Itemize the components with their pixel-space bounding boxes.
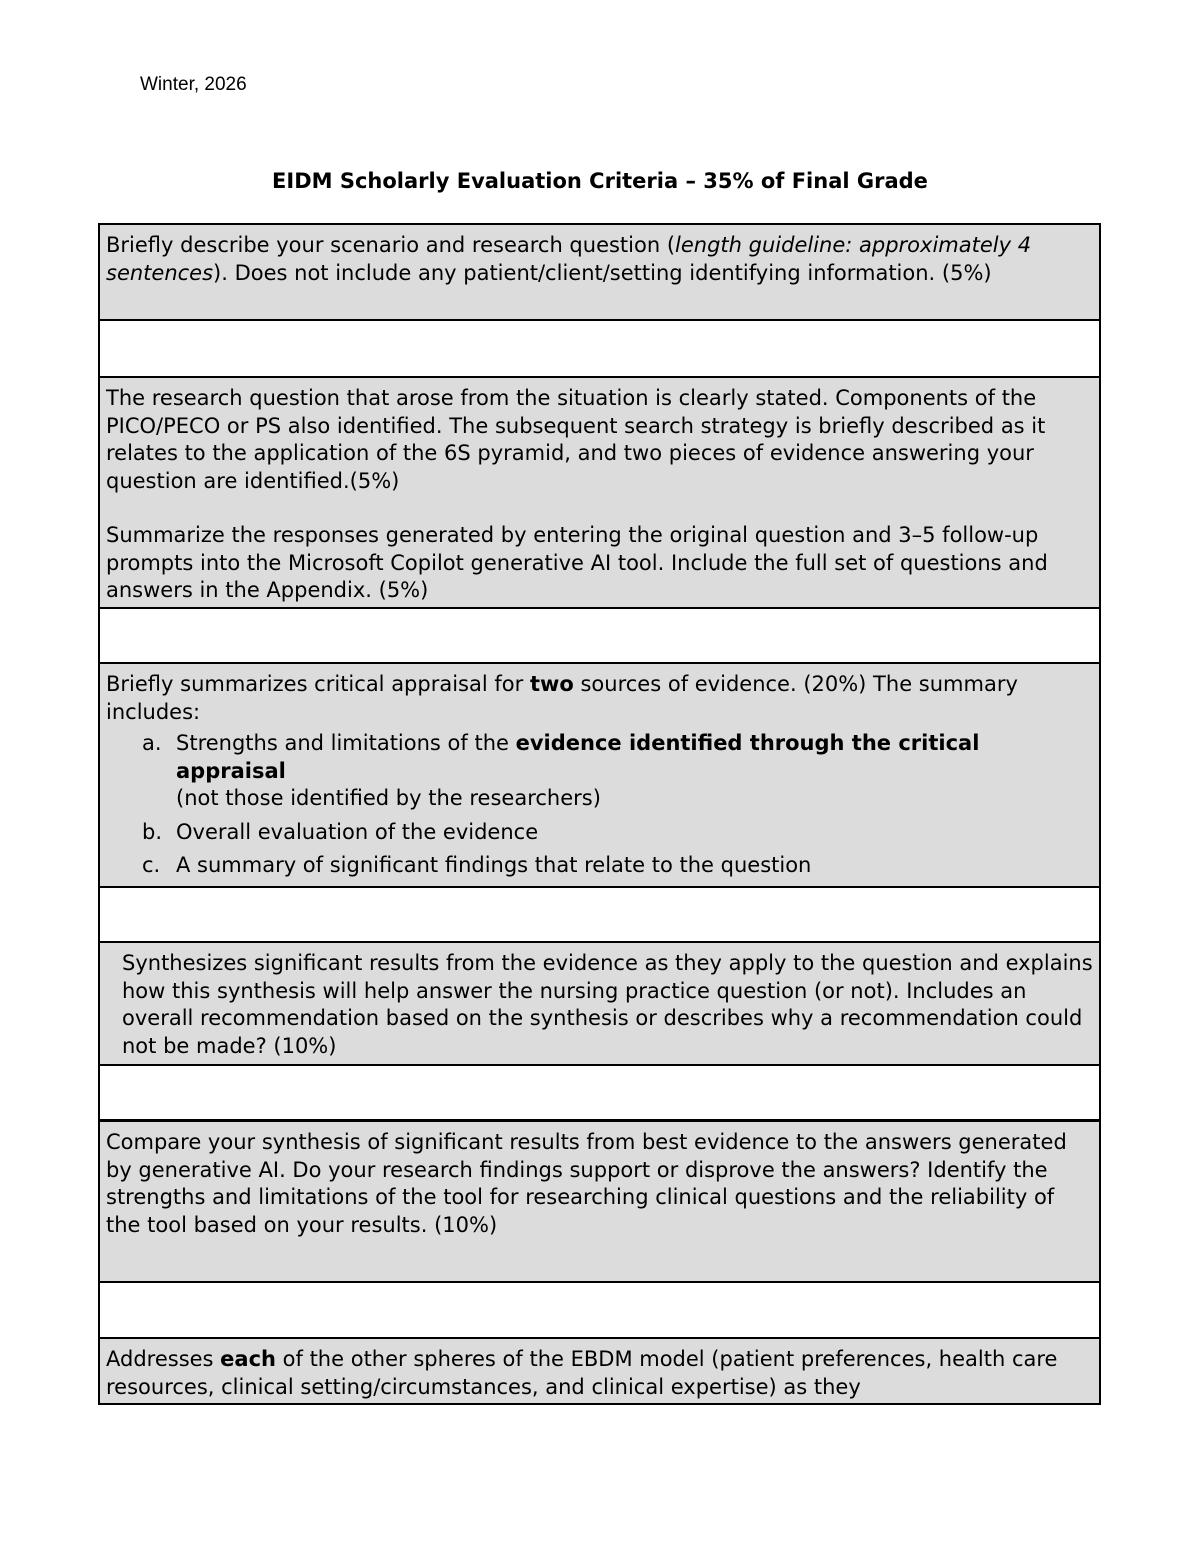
criteria-table (98, 223, 1101, 1405)
list-item-text: Strengths and limitations of the (176, 731, 516, 755)
criterion-paragraph: Summarize the responses generated by entering the original question and 3–5 follow-up prompts into the Microsoft Copilot generative AI tool. Include the full set of questions and answers in the Appendix. (5%) (106, 523, 1048, 602)
response-field-ai-comparison[interactable] (100, 1283, 1099, 1339)
criterion-text-part: Briefly summarizes critical appraisal for (106, 672, 530, 696)
response-field-scenario[interactable] (100, 321, 1099, 378)
length-guideline: length guideline: approximately 4 sentences (106, 233, 1032, 285)
criterion-text-part: ). Does not include any patient/client/setting identifying information. (5%) (213, 260, 992, 285)
emphasis-each: each (220, 1347, 276, 1371)
header-date: Winter, 2026 (140, 74, 247, 95)
criterion-research-question (100, 378, 1099, 609)
list-item-emphasis: evidence identified through the critical appraisal (176, 731, 980, 783)
list-item-text: Overall evaluation of the evidence (176, 819, 539, 844)
criterion-synthesis (100, 943, 1099, 1066)
criterion-text (100, 378, 1099, 605)
criterion-text (100, 1339, 1099, 1401)
criterion-text: Synthesizes significant results from the evidence as they apply to the question and explains how this synthesis will help answer the nursing practice question (or not). Includes an overall recommendation based on the synthesis or describes why a recommendation could not be made? (10%) (122, 951, 1093, 1058)
list-item (106, 730, 1093, 813)
criterion-scenario (100, 225, 1099, 321)
criterion-text (100, 664, 1099, 880)
response-field-synthesis[interactable] (100, 1066, 1099, 1122)
criterion-ai-comparison (100, 1122, 1099, 1283)
list-item (106, 819, 1093, 847)
criterion-text-part: of the other spheres of the EBDM model (patient preferences, health care resources, clinical setting/circumstances, and clinical expertise) as they (106, 1347, 1058, 1399)
document-title: EIDM Scholarly Evaluation Criteria – 35% of Final Grade (272, 169, 928, 193)
list-marker: c. (142, 853, 161, 877)
emphasis-two: two (529, 672, 574, 696)
criterion-critical-appraisal (100, 664, 1099, 888)
criterion-ebdm-spheres (100, 1339, 1099, 1405)
criterion-text-part: sources of evidence. (20%) The summary includes: (106, 672, 1018, 724)
response-field-research-question[interactable] (100, 609, 1099, 664)
criterion-text: Compare your synthesis of significant results from best evidence to the answers generated by generative AI. Do your research findings support or disprove the answers? Identify the strengths and limitations of the tool for researching clinical questions and the reliability of the tool based on your results. (10%) (106, 1130, 1067, 1237)
response-field-critical-appraisal[interactable] (100, 888, 1099, 943)
criterion-text-part: Addresses (106, 1347, 221, 1371)
criterion-paragraph: The research question that arose from the situation is clearly stated. Components of the PICO/PECO or PS also identified. The subsequent search strategy is briefly described as it relates to the application of the 6S pyramid, and two pieces of evidence answering your question are identified.(5%) (106, 386, 1046, 493)
criterion-text-part: Briefly describe your scenario and research question ( (106, 233, 676, 257)
list-item-text: (not those identified by the researchers) (176, 786, 601, 810)
list-marker: a. (142, 731, 162, 755)
list-item-text: A summary of significant findings that relate to the question (176, 853, 812, 877)
criterion-text (100, 225, 1099, 287)
list-marker: b. (142, 819, 163, 844)
list-item (106, 852, 1093, 880)
summary-list (106, 730, 1093, 880)
